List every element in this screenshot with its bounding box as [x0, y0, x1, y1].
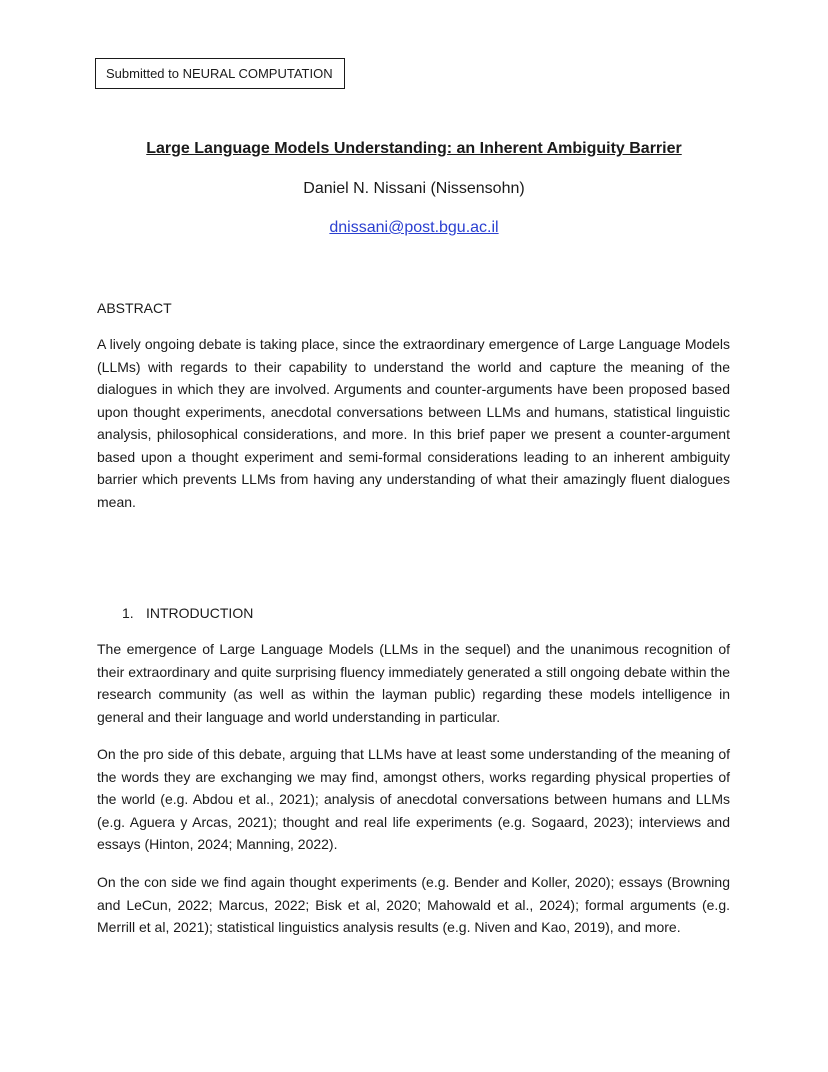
intro-paragraph-1: The emergence of Large Language Models (LLMs in the sequel) and the unanimous recognition of their extraordinary and quite surprising fluency immediately generated a still ongoing debate within the research community (as well as within the layman public) regarding these models intelligence in general and their language and world understanding in particular.	[97, 641, 730, 725]
author-email-link[interactable]: dnissani@post.bgu.ac.il	[329, 219, 499, 236]
section-number: 1.	[122, 605, 134, 621]
section-title: INTRODUCTION	[146, 605, 254, 621]
submission-note: Submitted to NEURAL COMPUTATION	[95, 58, 345, 89]
abstract-heading: ABSTRACT	[97, 300, 172, 316]
introduction-heading	[122, 605, 253, 621]
paper-title: Large Language Models Understanding: an Inherent Ambiguity Barrier	[146, 140, 682, 157]
intro-paragraph-2: On the pro side of this debate, arguing that LLMs have at least some understanding of the meaning of the words they are exchanging we may find, amongst others, works regarding physical properties of the world (e.g. Abdou et al., 2021); analysis of anecdotal conversations between humans and LLMs (e.g. Aguera y Arcas, 2021); thought and real life experiments (e.g. Sogaard, 2023); interviews and essays (Hinton, 2024; Manning, 2022).	[97, 746, 730, 852]
abstract-text: A lively ongoing debate is taking place, since the extraordinary emergence of Large Language Models (LLMs) with regards to their capability to understand the world and capture the meaning of the dialogues in which they are involved. Arguments and counter-arguments have been proposed based upon thought experiments, anecdotal conversations between LLMs and humans, statistical linguistic analysis, philosophical considerations, and more. In this brief paper we present a counter-argument based upon a thought experiment and semi-formal considerations leading to an inherent ambiguity barrier which prevents LLMs from having any understanding of what their amazingly fluent dialogues mean.	[97, 336, 730, 510]
intro-paragraph-3: On the con side we find again thought experiments (e.g. Bender and Koller, 2020); essays (Browning and LeCun, 2022; Marcus, 2022; Bisk et al, 2020; Mahowald et al., 2024); formal arguments (e.g. Merrill et al, 2021); statistical linguistics analysis results (e.g. Niven and Kao, 2019), and more.	[97, 874, 730, 935]
author-name: Daniel N. Nissani (Nissensohn)	[303, 180, 525, 197]
